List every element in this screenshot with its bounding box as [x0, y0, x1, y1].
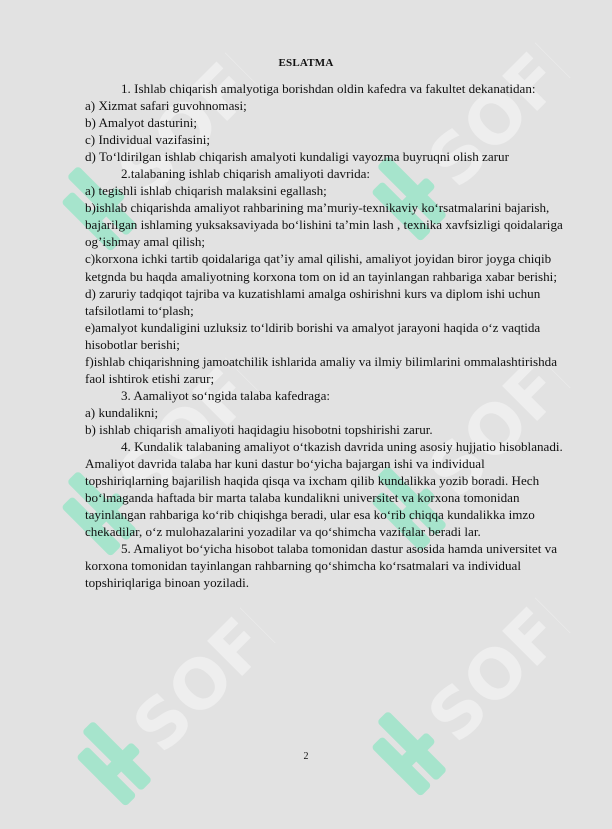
- list-item: a) tegishli ishlab chiqarish malaksini egallash;: [85, 183, 327, 199]
- svg-text:SOFF: SOFF: [103, 334, 281, 518]
- svg-text:SOFF: SOFF: [103, 29, 281, 213]
- paragraph-1: 1. Ishlab chiqarish amalyotiga borishdan oldin kafedra va fakultet dekanatidan:: [121, 81, 536, 96]
- list-item: a) Xizmat safari guvohnomasi;: [85, 98, 247, 114]
- list-item: e)amalyot kundaligini uzluksiz to‘ldirib borishi va amalyot jarayoni haqida o‘z vaqtida hisobotlar berishi;: [85, 319, 541, 352]
- svg-text:SOFF: SOFF: [413, 19, 591, 203]
- page-number: 2: [303, 751, 309, 762]
- document-title: ESLATMA: [278, 57, 334, 69]
- list-item: d) zaruriy tadqiqot tajriba va kuzatishlami amalga oshirishni kurs va diplom ishi uchun tafsilotlami to‘plash;: [85, 285, 541, 318]
- list-item: f)ishlab chiqarishning jamoatchilik ishlarida amaliy va ilmiy bilimlarini ommalashtirishda faol ishtirok etishi zarur;: [85, 353, 558, 386]
- list-item: b)ishlab chiqarishda amaliyot rahbarining ma’muriy-texnikaviy ko‘rsatmalarini bajarish, bajarilgan ishlaming yuksaksaviyada bo‘lishini ta’min lash , texnika xavfsizligi qoidalariga og’ishmay amal qilish;: [85, 200, 563, 250]
- paragraph-3: 3. Aamaliyot so‘ngida talaba kafedraga:: [121, 387, 331, 403]
- svg-text:SOFF: SOFF: [118, 584, 296, 768]
- svg-text:SOFF: SOFF: [413, 574, 591, 758]
- paragraph-2: 2.talabaning ishlab chiqarish amaliyoti davrida:: [121, 166, 371, 182]
- list-item: c)korxona ichki tartib qoidalariga qat’iy amal qilishi, amaliyot joyidan biror joyga chiqib ketgnda bu haqda amaliyotning korxona tom on id an tayinlangan rahbariga xabar berishi;: [85, 251, 557, 284]
- svg-text:SOFF: SOFF: [413, 329, 591, 513]
- list-item: c) Individual vazifasini;: [85, 132, 211, 148]
- paragraph-4: 4. Kundalik talabaning amaliyot o‘tkazish davrida uning asosiy hujjatio hisoblanadi. Amaliyot davrida talaba har kuni dastur bo‘yicha bajargan ishi va individual topshiriqlarning bajarilish haqida qisqa va ixcham qilib kundalikka yozib boradi. Hech bo‘lmaganda haftada bir marta talaba kundalikni universitet va korxona tomonidan tayinlangan rahbariga ko‘rib chiqishga beradi, ular esa ko‘rib chiqqa kundalikka imzo chekadilar, o‘z mulohazalarini yozadilar va qo‘shimcha vazifalar beradi lar.: [85, 438, 563, 540]
- paragraph-5: 5. Amaliyot bo‘yicha hisobot talaba tomonidan dastur asosida hamda universitet va korxona tomonidan tayinlangan rahbarning qo‘shimcha ko‘rsatmalari va individual topshiriqlariga binoan yoziladi.: [85, 541, 557, 591]
- watermark-logo: [350, 575, 590, 815]
- list-item: a) kundalikni;: [85, 404, 159, 420]
- list-item: b) ishlab chiqarish amaliyoti haqidagiu hisobotni topshirishi zarur.: [85, 421, 433, 437]
- list-item: b) Amalyot dasturini;: [85, 115, 198, 131]
- document-body: [85, 80, 570, 591]
- watermark-logo: [55, 585, 295, 825]
- list-item: d) To‘ldirilgan ishlab chiqarish amalyoti kundaligi vayozma buyruqni olish zarur: [85, 149, 509, 165]
